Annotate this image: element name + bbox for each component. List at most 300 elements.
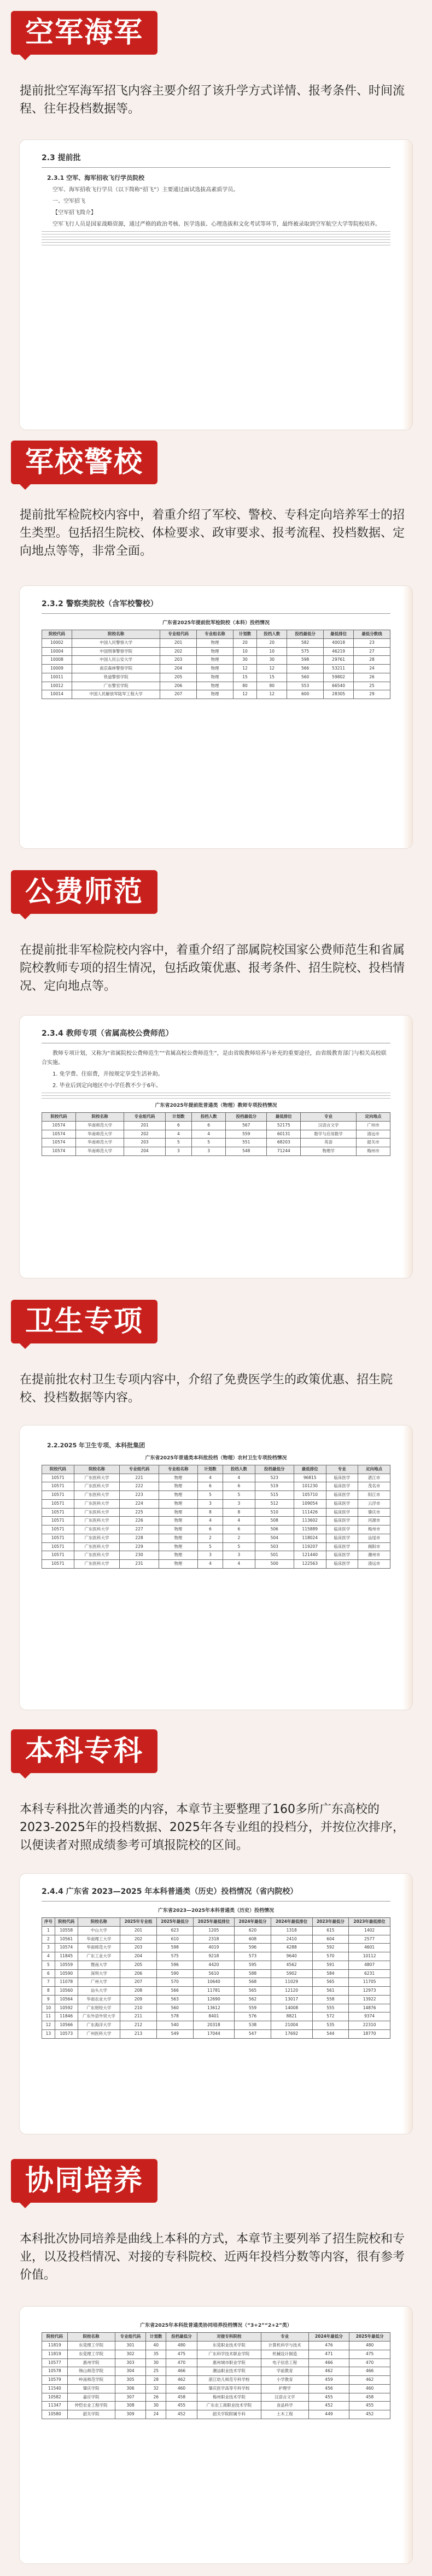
table-cell: 物理 [159, 1517, 197, 1525]
table-row [42, 2402, 390, 2410]
table-cell: 503 [255, 1542, 294, 1551]
table-cell: 221 [120, 1474, 159, 1482]
table-cell: 广东工业大学 [78, 1952, 120, 1961]
table-cell: 105710 [294, 1491, 326, 1500]
table-cell: 物理 [197, 690, 233, 699]
table-row [42, 656, 390, 665]
section-title: 军校警校 [11, 441, 157, 484]
table-cell: 中国人民警察大学 [72, 638, 160, 647]
document-preview [20, 1425, 412, 1710]
table-cell: 568 [235, 1978, 271, 1987]
table-cell: 13 [42, 2029, 55, 2038]
table-cell: 广东外语外贸大学 [78, 2012, 120, 2021]
table-cell: 物理 [159, 1499, 197, 1508]
table-header-cell: 最低排位 [324, 630, 354, 639]
table-row [42, 1952, 390, 1961]
table-cell: 华南师范大学 [78, 1944, 120, 1952]
table-cell: 临床医学 [326, 1517, 358, 1525]
table-row [42, 2410, 390, 2419]
table-cell: 10577 [42, 2358, 68, 2367]
table-cell: 10574 [42, 1130, 76, 1139]
table-header-cell: 2024年最低排位 [271, 1918, 312, 1927]
table-cell: 广东医科大学 [74, 1474, 120, 1482]
table-cell: 202 [124, 1130, 165, 1139]
table-cell: 1 [42, 1926, 55, 1935]
table-header-cell: 专业 [326, 1465, 358, 1474]
table-cell: 10574 [42, 1147, 76, 1156]
table-cell: 物理 [159, 1542, 197, 1551]
table-cell: 14008 [271, 2004, 312, 2012]
table-cell: 10002 [42, 638, 72, 647]
table-row [42, 1534, 390, 1542]
table-cell: 物理 [159, 1482, 197, 1491]
table-cell: 6 [197, 1482, 223, 1491]
table-header-cell: 专业 [301, 1113, 357, 1122]
table-header-cell: 专业组代码 [115, 2333, 146, 2342]
table-cell: 80 [257, 682, 287, 690]
table-cell: 2 [223, 1534, 255, 1542]
table-cell: 2577 [349, 1935, 390, 1944]
table-cell: 11819 [42, 2350, 68, 2358]
table-cell: 28 [146, 2376, 166, 2385]
table-cell: 土木工程 [261, 2410, 308, 2419]
table-cell: 30 [233, 656, 256, 665]
table-cell: 10566 [55, 2021, 78, 2030]
table-cell: 华南师范大学 [75, 1139, 124, 1147]
table-cell: 10571 [42, 1491, 74, 1500]
table-cell: 71244 [267, 1147, 301, 1156]
table-cell: 物理 [159, 1534, 197, 1542]
table-cell: 458 [166, 2393, 197, 2402]
table-cell: 475 [349, 2350, 390, 2358]
table-cell: 中国人民解放军陆军工程大学 [72, 690, 160, 699]
table-row [42, 1508, 390, 1517]
table-cell: 2318 [193, 1935, 235, 1944]
table-cell: 46219 [324, 647, 354, 656]
table-cell: 203 [124, 1139, 165, 1147]
table-cell: 28305 [324, 690, 354, 699]
table-cell: 物理学 [301, 1147, 357, 1156]
table-cell: 620 [235, 1926, 271, 1935]
table-header-cell: 投档最低分 [255, 1465, 294, 1474]
table-cell: 211 [120, 2012, 157, 2021]
table-header-cell: 2025年最低分 [349, 2333, 390, 2342]
table-cell: 10564 [55, 1995, 78, 2004]
table-cell: 茂名市 [358, 1482, 390, 1491]
table-header-cell: 投档人数 [223, 1465, 255, 1474]
table-cell: 575 [156, 1952, 193, 1961]
section-title: 空军海军 [11, 11, 157, 55]
table-cell: 4 [42, 1952, 55, 1961]
table-cell: 309 [115, 2410, 146, 2419]
table-cell: 565 [235, 1987, 271, 1996]
table-cell: 9640 [271, 1952, 312, 1961]
table-cell: 119207 [294, 1542, 326, 1551]
table-cell: 11846 [55, 2012, 78, 2021]
doc-paragraph: 【空军招飞简介】 [52, 210, 96, 216]
table-cell: 广州市 [357, 1121, 390, 1130]
table-cell: 物理 [159, 1560, 197, 1569]
table-cell: 5 [192, 1139, 226, 1147]
table-row [42, 1926, 390, 1935]
table-row [42, 1944, 390, 1952]
table-cell: 510 [255, 1508, 294, 1517]
table-cell: 12 [257, 690, 287, 699]
table-cell: 食品科学 [261, 2402, 308, 2410]
table-header-cell: 对接专科院校 [197, 2333, 261, 2342]
table-cell: 岭南师范学院 [67, 2376, 115, 2385]
table-cell: 广东医科大学 [74, 1491, 120, 1500]
table-cell: 广东农工商职业技术学院 [197, 2402, 261, 2410]
table-cell: 嘉应学院 [67, 2393, 115, 2402]
table-cell: 物理 [159, 1525, 197, 1534]
table-cell: 226 [120, 1517, 159, 1525]
data-table [42, 1465, 390, 1569]
table-cell: 6231 [349, 1969, 390, 1978]
table-cell: 209 [120, 1995, 157, 2004]
table-cell: 11 [42, 2012, 55, 2021]
table-cell: 562 [235, 1995, 271, 2004]
table-cell: 韶关学院 [67, 2410, 115, 2419]
table-row [42, 1987, 390, 1996]
table-cell: 5 [223, 1542, 255, 1551]
table-cell: 462 [308, 2367, 349, 2376]
table-cell: 584 [312, 1969, 349, 1978]
table-cell: 广州大学 [78, 1978, 120, 1987]
table-cell: 15 [257, 673, 287, 682]
table-cell: 10012 [42, 682, 72, 690]
table-cell: 6 [165, 1121, 192, 1130]
document-preview [20, 1874, 412, 2134]
table-cell: 13922 [349, 1995, 390, 2004]
table-cell: 5 [42, 1961, 55, 1969]
section-collab [0, 2148, 432, 2576]
table-cell: 96815 [294, 1474, 326, 1482]
table-caption: 广东省2025年本科批普通类协同培养投档情况（“3+2”“2+2”类） [140, 2323, 292, 2328]
table-header-cell: 院校名称 [78, 1918, 120, 1927]
table-cell: 207 [120, 1978, 157, 1987]
table-cell: 湛江市 [358, 1474, 390, 1482]
table-cell: 肇庆医学高等专科学校 [197, 2384, 261, 2393]
table-cell: 物理 [159, 1508, 197, 1517]
table-cell: 10571 [42, 1525, 74, 1534]
table-cell: 汉语言文学 [261, 2393, 308, 2402]
table-cell: 30 [146, 2402, 166, 2410]
table-cell: 452 [166, 2410, 197, 2419]
section-title: 本科专科 [11, 1729, 157, 1773]
table-cell: 29761 [324, 656, 354, 665]
table-cell: 455 [308, 2393, 349, 2402]
table-header-cell: 院校名称 [67, 2333, 115, 2342]
table-cell: 4 [223, 1474, 255, 1482]
table-row [42, 1139, 390, 1147]
table-cell: 205 [120, 1961, 157, 1969]
table-cell: 仲恺农业工程学院 [67, 2402, 115, 2410]
table-cell: 572 [312, 2012, 349, 2021]
table-cell: 588 [235, 1969, 271, 1978]
table-header-cell: 投档最低分 [226, 1113, 267, 1122]
table-cell: 28 [354, 656, 390, 665]
table-cell: 梅州职业技术学院 [197, 2393, 261, 2402]
table-header-cell: 2023年最低分 [312, 1918, 349, 1927]
table-cell: 25 [146, 2367, 166, 2376]
table-cell: 清远市 [358, 1560, 390, 1569]
table-row [42, 1560, 390, 1569]
table-cell: 广东医科大学 [74, 1560, 120, 1569]
table-header-cell: 院校名称 [72, 630, 160, 639]
table-row [42, 1969, 390, 1978]
table-header-cell: 2024年最低分 [235, 1918, 271, 1927]
table-cell: 623 [156, 1926, 193, 1935]
table-cell: 12 [257, 665, 287, 673]
table-cell: 3 [165, 1147, 192, 1156]
table-cell: 113602 [294, 1517, 326, 1525]
table-cell: 538 [235, 2021, 271, 2030]
table-cell: 559 [226, 1130, 267, 1139]
table-cell: 汕尾市 [358, 1534, 390, 1542]
table-cell: 66540 [324, 682, 354, 690]
doc-heading: 2.3.4 教师专项（省属高校公费师范） [42, 1028, 390, 1043]
table-cell: 4420 [193, 1961, 235, 1969]
table-cell: 湛江幼儿师范专科学校 [197, 2376, 261, 2385]
table-cell: 10571 [42, 1508, 74, 1517]
table-header-cell: 计划数 [165, 1113, 192, 1122]
table-cell: 中国刑事警察学院 [72, 647, 160, 656]
table-row [42, 1474, 390, 1482]
table-cell: 4 [197, 1560, 223, 1569]
table-cell: 8821 [271, 2012, 312, 2021]
table-cell: 3 [197, 1499, 223, 1508]
table-cell: 河源市 [358, 1517, 390, 1525]
table-row [42, 1961, 390, 1969]
table-cell: 临床医学 [326, 1474, 358, 1482]
table-cell: 204 [124, 1147, 165, 1156]
table-header-cell: 投档最低分 [287, 630, 324, 639]
table-cell: 230 [120, 1551, 159, 1560]
table-cell: 东莞职业技术学院 [197, 2342, 261, 2350]
table-cell: 1205 [193, 1926, 235, 1935]
section-undergrad [0, 1718, 432, 2148]
table-cell: 4 [165, 1130, 192, 1139]
section-description: 在提前批非军检院校内容中，着重介绍了部属院校国家公费师范生和省属院校教师专项的招生情况，包括政策优惠、报考条件、招生院校、投档情况、定向地点等。 [20, 943, 405, 993]
table-cell: 临床医学 [326, 1560, 358, 1569]
table-cell: 563 [156, 1995, 193, 2004]
table-cell: 203 [160, 656, 197, 665]
table-row [42, 2350, 390, 2358]
table-cell: 华南师范大学 [75, 1121, 124, 1130]
table-cell: 10574 [42, 1121, 76, 1130]
table-cell: 中国人民公安大学 [72, 656, 160, 665]
table-cell: 460 [166, 2384, 197, 2393]
table-cell: 10574 [42, 1139, 76, 1147]
table-cell: 3 [223, 1551, 255, 1560]
table-cell: 6 [197, 1525, 223, 1534]
table-row [42, 2021, 390, 2030]
data-table [42, 1112, 390, 1156]
table-cell: 10112 [349, 1952, 390, 1961]
table-cell: 223 [120, 1491, 159, 1500]
table-cell: 553 [287, 682, 324, 690]
table-cell: 462 [349, 2376, 390, 2385]
table-cell: 449 [308, 2410, 349, 2419]
table-cell: 231 [120, 1560, 159, 1569]
table-cell: 501 [255, 1551, 294, 1560]
doc-heading: 2.2.2025 年卫生专项、本科批集团 [47, 1442, 145, 1449]
table-cell: 21004 [271, 2021, 312, 2030]
table-cell: 201 [124, 1121, 165, 1130]
table-cell: 615 [312, 1926, 349, 1935]
table-header-cell: 院校代码 [42, 2333, 68, 2342]
table-cell: 铁道警察学院 [72, 673, 160, 682]
table-cell: 591 [312, 1961, 349, 1969]
table-cell: 476 [308, 2342, 349, 2350]
doc-paragraph: 2. 毕业后到定向地区中小学任教不少于6年。 [52, 1082, 162, 1089]
table-cell: 5610 [193, 1969, 235, 1978]
table-cell: 6 [223, 1525, 255, 1534]
table-cell: 68203 [267, 1139, 301, 1147]
table-cell: 韶关市 [357, 1139, 390, 1147]
table-header-cell: 院校代码 [42, 1113, 76, 1122]
table-cell: 10579 [42, 2376, 68, 2385]
table-cell: 12 [233, 690, 256, 699]
data-table [42, 2332, 390, 2419]
table-cell: 10592 [55, 2004, 78, 2012]
table-cell: 4807 [349, 1961, 390, 1969]
document-preview [20, 1016, 412, 1278]
table-cell: 212 [120, 2021, 157, 2030]
table-cell: 458 [349, 2393, 390, 2402]
table-row [42, 2012, 390, 2021]
table-header-cell: 2024年最低分 [308, 2333, 349, 2342]
table-cell: 544 [312, 2029, 349, 2038]
table-cell: 10571 [42, 1474, 74, 1482]
table-row [42, 2358, 390, 2367]
table-cell: 20318 [193, 2021, 235, 2030]
table-cell: 59802 [324, 673, 354, 682]
table-cell: 305 [115, 2376, 146, 2385]
table-cell: 4 [223, 1517, 255, 1525]
table-cell: 551 [226, 1139, 267, 1147]
section-description: 本科批次协同培养是曲线上本科的方式，本章节主要列举了招生院校和专业，以及投档情况、对接的专科院校、近两年投档分数等内容，很有参考价值。 [20, 2232, 405, 2282]
table-cell: 480 [349, 2342, 390, 2350]
table-cell: 11540 [42, 2384, 68, 2393]
table-cell: 560 [156, 2004, 193, 2012]
table-cell: 物理 [159, 1491, 197, 1500]
table-cell: 9 [42, 1995, 55, 2004]
table-cell: 596 [156, 1961, 193, 1969]
table-cell: 4601 [349, 1944, 390, 1952]
table-row [42, 1130, 390, 1139]
table-row [42, 2384, 390, 2393]
table-cell: 华南农业大学 [78, 1995, 120, 2004]
table-row [42, 1517, 390, 1525]
table-cell: 10004 [42, 647, 72, 656]
table-cell: 573 [235, 1952, 271, 1961]
table-header-cell: 计划数 [146, 2333, 166, 2342]
table-cell: 598 [156, 1944, 193, 1952]
table-cell: 梅州市 [357, 1147, 390, 1156]
table-row [42, 1542, 390, 1551]
table-cell: 3 [223, 1499, 255, 1508]
table-cell: 35 [146, 2350, 166, 2358]
table-cell: 11819 [42, 2342, 68, 2350]
table-cell: 205 [160, 673, 197, 682]
table-cell: 508 [255, 1517, 294, 1525]
table-cell: 4 [223, 1560, 255, 1569]
table-cell: 224 [120, 1499, 159, 1508]
table-cell: 202 [120, 1935, 157, 1944]
table-cell: 广东海洋大学 [78, 2021, 120, 2030]
table-cell: 4288 [271, 1944, 312, 1952]
table-cell: 304 [115, 2367, 146, 2376]
table-cell: 203 [120, 1944, 157, 1952]
table-row [42, 1491, 390, 1500]
table-cell: 5902 [271, 1969, 312, 1978]
table-cell: 504 [255, 1534, 294, 1542]
table-cell: 10574 [55, 1944, 78, 1952]
table-row [42, 1551, 390, 1560]
table-cell: 3 [42, 1944, 55, 1952]
table-cell: 10558 [55, 1926, 78, 1935]
table-cell: 2 [197, 1534, 223, 1542]
table-cell: 临床医学 [326, 1508, 358, 1517]
table-cell: 608 [235, 1935, 271, 1944]
table-row [42, 2376, 390, 2385]
table-cell: 韩山师范学院 [67, 2367, 115, 2376]
table-cell: 10590 [55, 1969, 78, 1978]
table-cell: 27 [354, 647, 390, 656]
table-row [42, 647, 390, 656]
table-cell: 汕头大学 [78, 1987, 120, 1996]
table-cell: 9218 [193, 1952, 235, 1961]
table-cell: 547 [235, 2029, 271, 2038]
table-header-cell: 投档最低分 [166, 2333, 197, 2342]
table-cell: 303 [115, 2358, 146, 2367]
table-cell: 10 [233, 647, 256, 656]
table-cell: 13017 [271, 1995, 312, 2004]
table-cell: 610 [156, 1935, 193, 1944]
table-cell: 11705 [349, 1978, 390, 1987]
table-cell: 462 [166, 2376, 197, 2385]
table-cell: 深圳大学 [78, 1969, 120, 1978]
table-cell: 559 [235, 2004, 271, 2012]
section-description: 提前批军检院校内容中，着重介绍了军校、警校、专科定向培养军士的招生类型。包括招生院校、体检要求、政审要求、报考流程、投档数据、定向地点等等，非常全面。 [20, 508, 405, 558]
table-cell: 475 [166, 2350, 197, 2358]
table-cell: 12973 [349, 1987, 390, 1996]
table-cell: 452 [308, 2402, 349, 2410]
table-cell: 广东医科大学 [74, 1525, 120, 1534]
table-cell: 11029 [271, 1978, 312, 1987]
table-header-cell: 专业组代码 [120, 1465, 159, 1474]
table-cell: 561 [312, 1987, 349, 1996]
table-cell: 222 [120, 1482, 159, 1491]
table-cell: 物理 [197, 647, 233, 656]
table-cell: 15 [233, 673, 256, 682]
table-cell: 523 [255, 1474, 294, 1482]
table-cell: 11078 [55, 1978, 78, 1987]
table-cell: 11781 [193, 1987, 235, 1996]
table-cell: 暨南大学 [78, 1961, 120, 1969]
table-cell: 459 [308, 2376, 349, 2385]
table-header-cell: 2025年专业组 [120, 1918, 157, 1927]
table-cell: 10008 [42, 656, 72, 665]
table-cell: 452 [349, 2410, 390, 2419]
table-cell: 592 [312, 1944, 349, 1952]
table-cell: 物理 [197, 682, 233, 690]
table-cell: 570 [312, 1952, 349, 1961]
table-cell: 广东警官学院 [72, 682, 160, 690]
table-cell: 小学教育 [261, 2376, 308, 2385]
